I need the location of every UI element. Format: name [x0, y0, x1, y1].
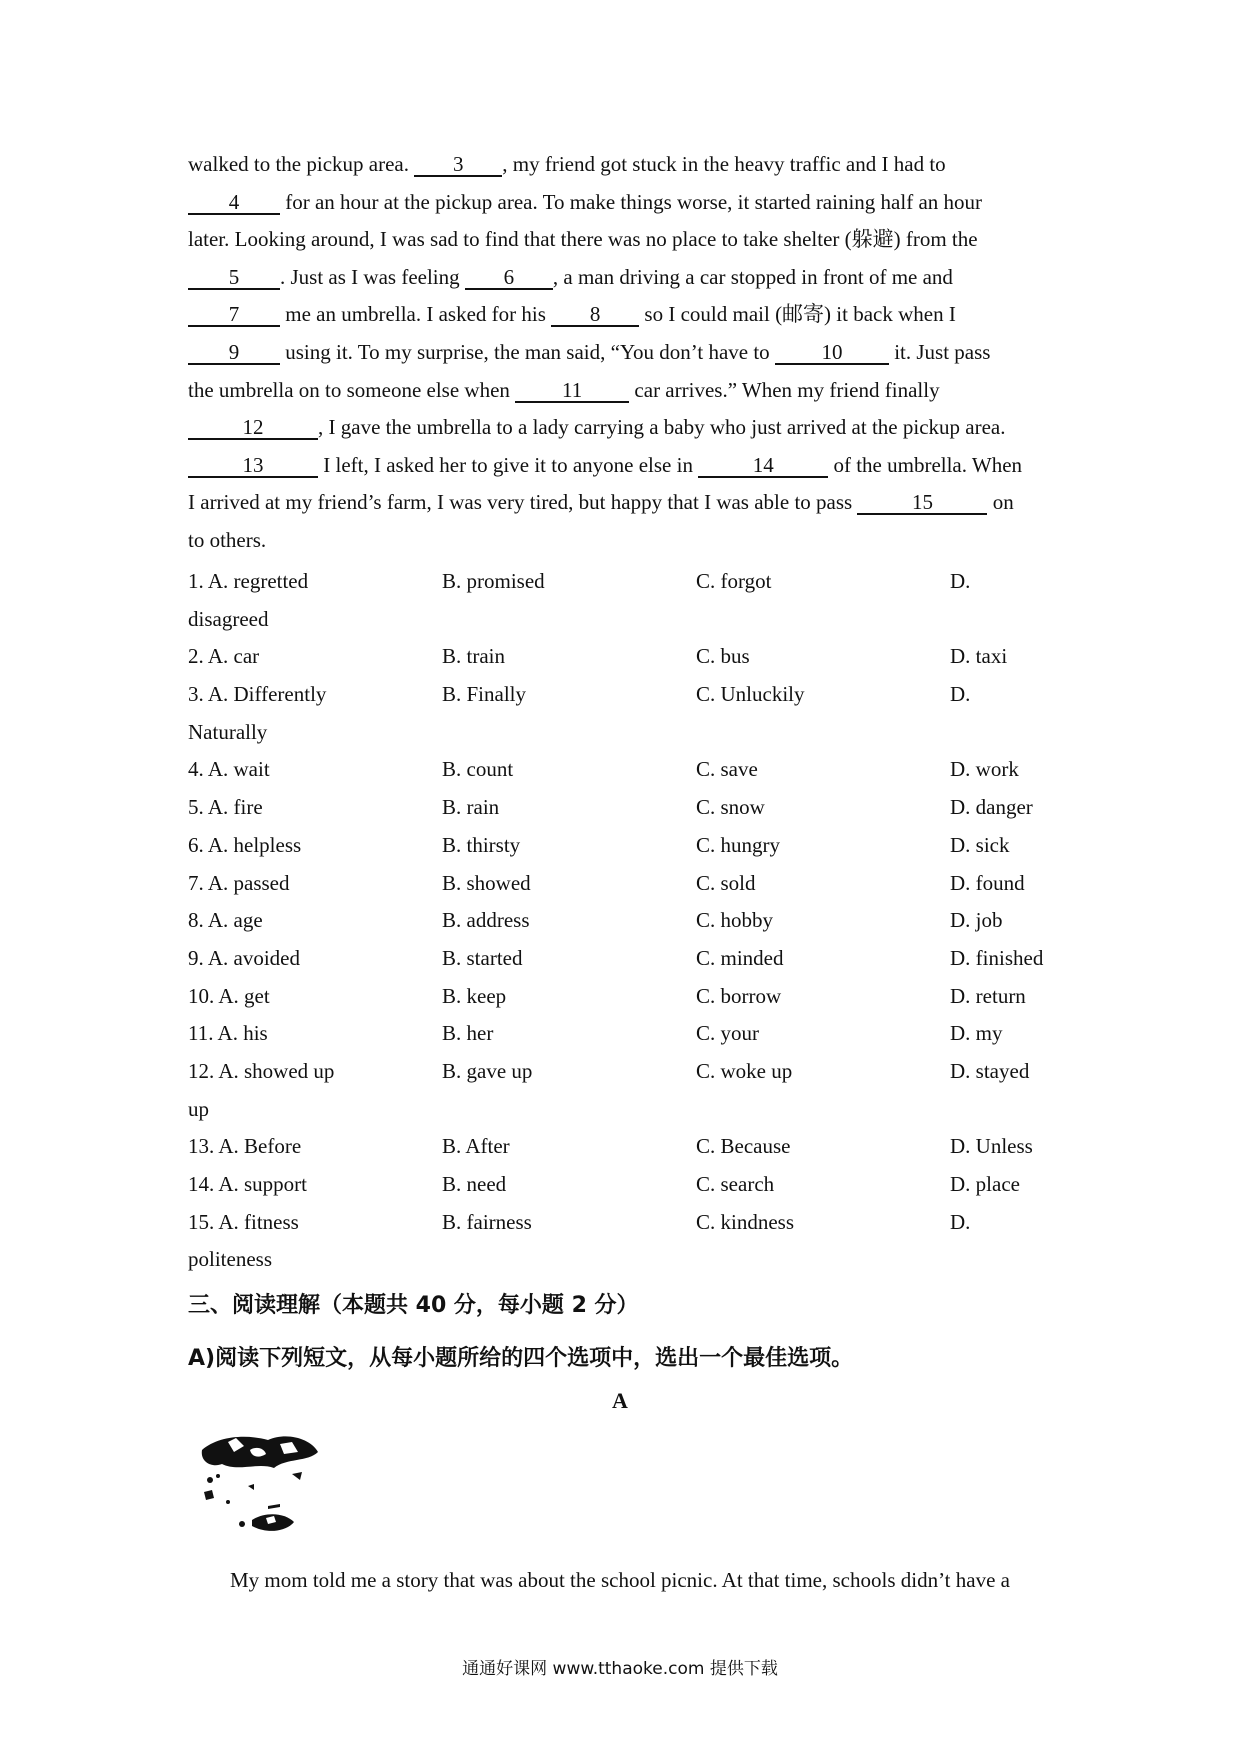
option-b[interactable]: B. started	[442, 945, 523, 970]
option-b[interactable]: B. After	[442, 1134, 510, 1159]
question-options	[188, 1210, 1068, 1285]
passage-line	[188, 146, 1058, 184]
passage-text: on	[987, 490, 1014, 515]
passage-line	[188, 447, 1058, 485]
answer-blank[interactable]: 4	[188, 191, 280, 215]
option-a[interactable]: 14. A. support	[188, 1172, 308, 1197]
option-b[interactable]: B. her	[442, 1021, 494, 1046]
passage-line	[188, 296, 1058, 334]
option-c[interactable]: C. hungry	[696, 832, 780, 857]
option-c[interactable]: C. hobby	[696, 908, 774, 933]
answer-blank[interactable]: 14	[698, 454, 828, 478]
passage-line	[188, 334, 1058, 372]
options-list	[188, 569, 1068, 1285]
question-options	[188, 1021, 1068, 1059]
passage-line	[188, 221, 1058, 259]
option-d-wrapped-text: up	[188, 1096, 209, 1121]
option-a[interactable]: 13. A. Before	[188, 1134, 302, 1159]
option-c[interactable]: C. Unluckily	[696, 682, 805, 707]
option-b[interactable]: B. fairness	[442, 1209, 532, 1234]
question-options	[188, 682, 1068, 757]
passage-text: me an umbrella. I asked for his	[280, 302, 552, 327]
option-b[interactable]: B. count	[442, 757, 514, 782]
option-d[interactable]: D. sick	[950, 832, 1010, 857]
option-b[interactable]: B. gave up	[442, 1058, 533, 1083]
passage-text: it. Just pass	[888, 339, 991, 364]
reading-first-line: My mom told me a story that was about the school picnic. At that time, schools didn’t have a	[230, 1568, 1010, 1592]
option-c[interactable]: C. woke up	[696, 1058, 793, 1083]
option-d[interactable]: D. job	[950, 908, 1003, 933]
option-a[interactable]: 8. A. age	[188, 908, 263, 933]
section-title: 三、阅读理解（本题共 40 分，每小题 2 分）	[188, 1293, 639, 1318]
option-c[interactable]: C. sold	[696, 870, 756, 895]
passage-text: for an hour at the pickup area. To make things worse, it started raining half an hour	[280, 189, 983, 214]
question-options	[188, 946, 1068, 984]
passage-line	[188, 184, 1058, 222]
option-c[interactable]: C. bus	[696, 644, 750, 669]
question-options	[188, 1172, 1068, 1210]
passage-text: , I gave the umbrella to a lady carrying a baby who just arrived at the pickup area.	[318, 415, 1006, 440]
option-d[interactable]: D. stayed	[950, 1058, 1030, 1083]
passage-line	[188, 259, 1058, 297]
answer-blank[interactable]: 5	[188, 266, 280, 290]
option-c[interactable]: C. snow	[696, 795, 765, 820]
option-a[interactable]: 12. A. showed up	[188, 1058, 335, 1083]
option-a[interactable]: 3. A. Differently	[188, 682, 327, 707]
option-b[interactable]: B. rain	[442, 795, 500, 820]
option-d[interactable]: D.	[950, 569, 971, 593]
passage-illustration	[188, 1428, 328, 1548]
cloze-passage	[188, 146, 1058, 560]
question-options	[188, 1134, 1068, 1172]
option-a[interactable]: 5. A. fire	[188, 795, 263, 820]
option-b[interactable]: B. address	[442, 908, 530, 933]
passage-text: walked to the pickup area.	[188, 152, 415, 176]
option-b[interactable]: B. Finally	[442, 682, 527, 707]
option-d[interactable]: D. Unless	[950, 1134, 1033, 1159]
answer-blank[interactable]: 6	[465, 266, 553, 290]
answer-blank[interactable]: 10	[775, 341, 889, 365]
option-b[interactable]: B. train	[442, 644, 505, 669]
option-b[interactable]: B. thirsty	[442, 832, 521, 857]
option-d[interactable]: D. found	[950, 870, 1025, 895]
section-instruction: A)阅读下列短文，从每小题所给的四个选项中，选出一个最佳选项。	[188, 1346, 854, 1371]
passage-text: of the umbrella. When	[828, 452, 1023, 477]
passage-label: A	[612, 1388, 628, 1413]
question-options	[188, 833, 1068, 871]
option-c[interactable]: C. search	[696, 1172, 775, 1197]
option-a[interactable]: 9. A. avoided	[188, 945, 300, 970]
option-c[interactable]: C. borrow	[696, 983, 782, 1008]
option-d-wrapped-text: politeness	[188, 1247, 272, 1272]
question-options	[188, 569, 1068, 644]
option-c[interactable]: C. Because	[696, 1134, 791, 1159]
answer-blank[interactable]: 8	[551, 303, 639, 327]
passage-line	[188, 522, 1058, 560]
answer-blank[interactable]: 12	[188, 416, 318, 440]
question-options	[188, 1059, 1068, 1134]
question-options	[188, 644, 1068, 682]
passage-text: later. Looking around, I was sad to find that there was no place to take shelter (躲避) from the	[188, 227, 978, 252]
answer-blank[interactable]: 7	[188, 303, 280, 327]
option-b[interactable]: B. showed	[442, 870, 531, 895]
option-a[interactable]: 7. A. passed	[188, 870, 290, 895]
question-options	[188, 871, 1068, 909]
question-options	[188, 795, 1068, 833]
question-options	[188, 908, 1068, 946]
option-d[interactable]: D. return	[950, 983, 1026, 1008]
option-a[interactable]: 6. A. helpless	[188, 832, 302, 857]
option-c[interactable]: C. your	[696, 1021, 759, 1046]
option-d[interactable]: D. my	[950, 1021, 1003, 1046]
option-d[interactable]: D.	[950, 1209, 971, 1234]
passage-line	[188, 484, 1058, 522]
option-c[interactable]: C. minded	[696, 945, 784, 970]
option-a[interactable]: 4. A. wait	[188, 757, 270, 782]
answer-blank[interactable]: 13	[188, 454, 318, 478]
passage-text: to others.	[188, 527, 267, 552]
passage-text: . Just as I was feeling	[280, 264, 465, 289]
passage-text: using it. To my surprise, the man said, “You don’t have to	[280, 339, 775, 364]
passage-text: I left, I asked her to give it to anyone else in	[318, 452, 699, 477]
option-a[interactable]: 15. A. fitness	[188, 1209, 299, 1234]
passage-text: car arrives.” When my friend finally	[629, 377, 940, 402]
question-options	[188, 984, 1068, 1022]
option-c[interactable]: C. forgot	[696, 569, 772, 593]
answer-blank[interactable]: 15	[857, 491, 987, 515]
option-d-wrapped-text: Naturally	[188, 719, 268, 744]
option-d[interactable]: D. danger	[950, 795, 1033, 820]
option-a[interactable]: 11. A. his	[188, 1021, 268, 1046]
answer-blank[interactable]: 9	[188, 341, 280, 365]
option-d[interactable]: D. work	[950, 757, 1019, 782]
passage-text: so I could mail (邮寄) it back when I	[639, 302, 956, 327]
option-b[interactable]: B. keep	[442, 983, 507, 1008]
option-c[interactable]: C. save	[696, 757, 758, 782]
option-d[interactable]: D. finished	[950, 945, 1044, 970]
option-d[interactable]: D.	[950, 682, 971, 707]
passage-line	[188, 372, 1058, 410]
option-b[interactable]: B. promised	[442, 569, 545, 593]
option-b[interactable]: B. need	[442, 1172, 507, 1197]
answer-blank[interactable]: 11	[515, 379, 629, 403]
passage-text: , a man driving a car stopped in front of me and	[552, 264, 953, 289]
option-d-wrapped-text: disagreed	[188, 606, 269, 631]
passage-text: the umbrella on to someone else when	[188, 377, 516, 402]
option-a[interactable]: 1. A. regretted	[188, 569, 309, 593]
passage-text: I arrived at my friend’s farm, I was very tired, but happy that I was able to pass	[188, 490, 858, 515]
option-d[interactable]: D. place	[950, 1172, 1020, 1197]
passage-line	[188, 409, 1058, 447]
option-c[interactable]: C. kindness	[696, 1209, 795, 1234]
option-a[interactable]: 10. A. get	[188, 983, 270, 1008]
answer-blank[interactable]: 3	[414, 153, 502, 177]
option-d[interactable]: D. taxi	[950, 644, 1008, 669]
passage-text: , my friend got stuck in the heavy traffic and I had to	[502, 152, 946, 176]
question-options	[188, 757, 1068, 795]
page-footer: 通通好课网 www.tthaoke.com 提供下载	[462, 1659, 778, 1679]
option-a[interactable]: 2. A. car	[188, 644, 260, 669]
